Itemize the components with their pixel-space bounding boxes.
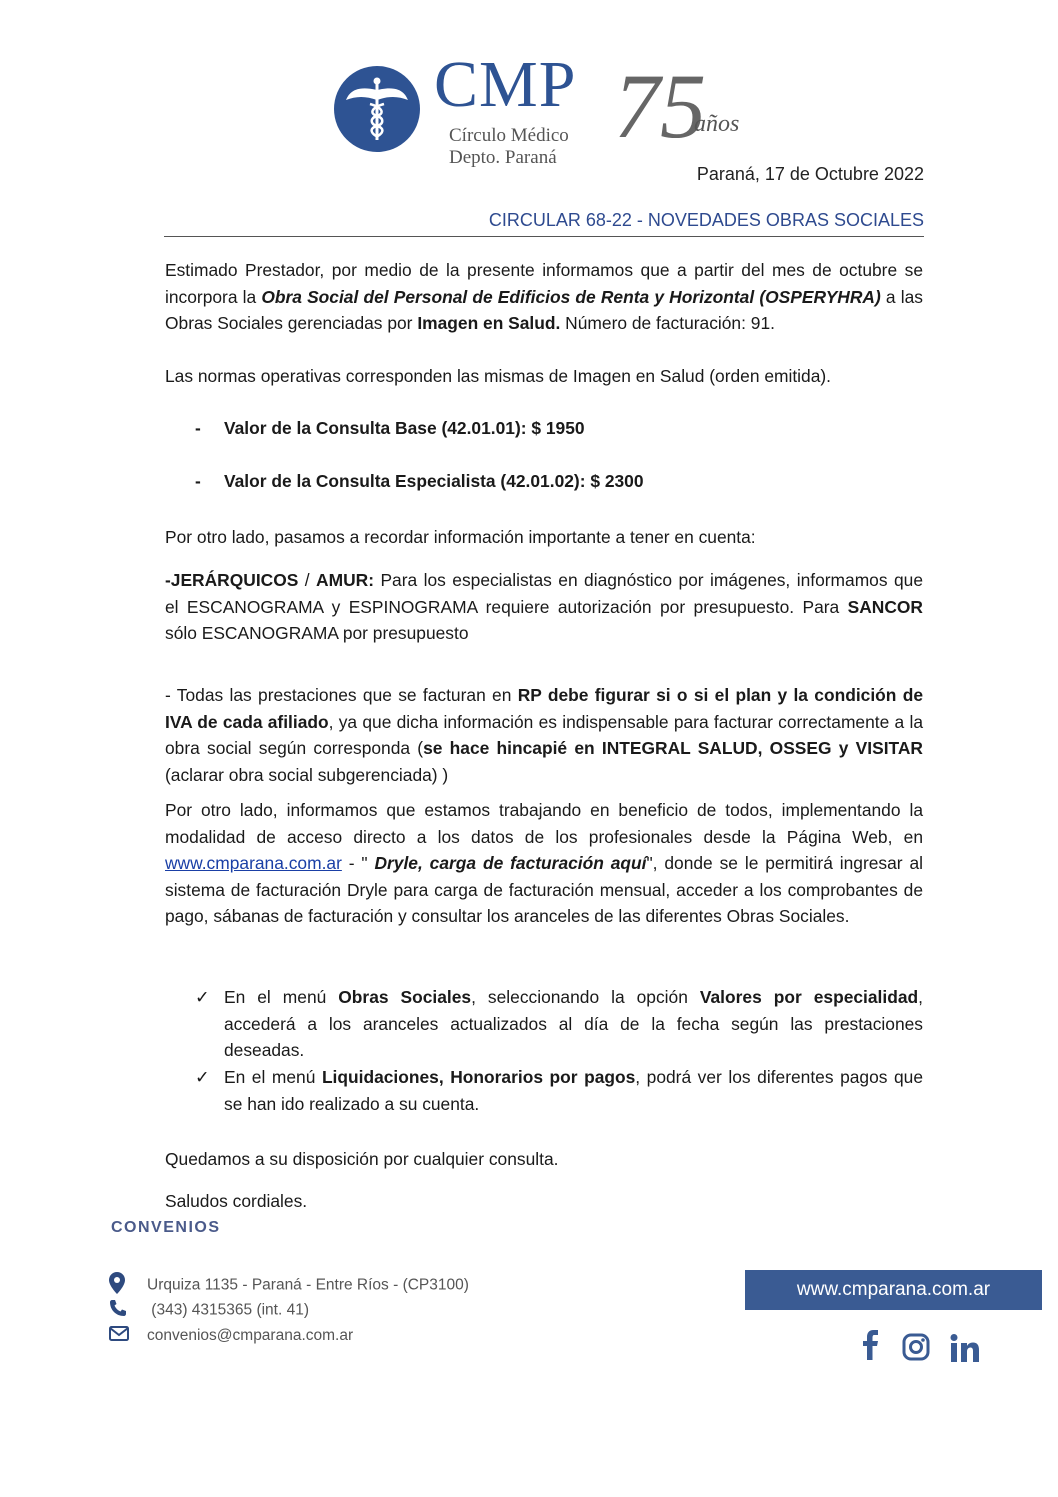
text-run: sólo ESCANOGRAMA por presupuesto [165,623,469,643]
text-run: , seleccionando la opción [471,987,700,1007]
text-bold: SANCOR [847,596,923,617]
dash-marker: - [195,471,201,491]
header-divider [164,236,924,237]
text-bold: -JERÁRQUICOS [165,570,299,590]
obra-social-name: Obra Social del Personal de Edificios de Renta y Horizontal (OSPERYHRA) [261,286,881,307]
jerarquicos-paragraph [165,567,923,647]
caduceus-seal-icon [334,66,420,152]
text-run: , accederá a los aranceles actualizados al día de la fecha según las prestaciones deseadas. [224,987,923,1060]
phone-text: (343) 4315365 (int. 41) [147,1301,309,1319]
logo-main-text: CMP [434,48,577,121]
text-run: Estimado Prestador, por medio de la presente informamos que a partir del mes de octubre se incorpora la [165,260,923,307]
checkmark-icon: ✓ [195,1067,210,1087]
website-link[interactable]: www.cmparana.com.ar [165,853,342,873]
text-bold: AMUR: [316,570,375,590]
text-run: ", donde se le permitirá ingresar al sistema de facturación Dryle para carga de facturación mensual, acceder a los comprobantes de pago, sábanas de facturación y consultar los aranceles de las diferentes Obras Sociales. [165,853,923,926]
consulta-base-item [195,418,585,439]
text-run: , podrá ver los diferentes pagos que se han ido realizado a su cuenta. [224,1067,923,1114]
text-run: En el menú [224,1067,322,1087]
text-bold: RP debe figurar si o si el plan y la condición de IVA de cada afiliado [165,685,924,732]
consulta-especialista-text: Valor de la Consulta Especialista (42.01.02): $ 2300 [224,471,644,491]
email-text[interactable]: convenios@cmparana.com.ar [147,1327,354,1345]
footer-email [109,1326,353,1346]
imagen-en-salud: Imagen en Salud. [417,313,561,333]
text-run: (aclarar obra social subgerenciada) ) [165,764,449,785]
footer-address [109,1272,469,1299]
text-run: Número de facturación: 91. [560,313,775,333]
text-run: Por otro lado, informamos que estamos trabajando en beneficio de todos, implementando la modalidad de acceso directo a los datos de los profesionales desde la Página Web, en [165,800,923,847]
address-text: Urquiza 1135 - Paraná - Entre Ríos - (CP3100) [147,1276,469,1294]
mail-icon [109,1326,147,1346]
circular-title: CIRCULAR 68-22 - NOVEDADES OBRAS SOCIALES [488,210,924,230]
cmp-logo [334,48,764,170]
text-bold-italic: Dryle, carga de facturación aquí [374,853,647,873]
document-date: Paraná, 17 de Octubre 2022 [696,164,924,184]
checkmark-icon: ✓ [195,987,210,1007]
anniversary-number: 75 [614,55,706,157]
phone-icon [109,1299,147,1322]
facebook-icon[interactable] [862,1330,880,1365]
check-item-liquidaciones [195,1064,923,1117]
intro-paragraph [165,257,923,337]
text-run: , ya que dicha información es indispensable para facturar correctamente a la obra social según corresponda ( [165,711,923,758]
text-run: - Todas las prestaciones que se facturan en [165,685,518,705]
text-run: / [298,570,317,590]
anniversary-word: años [694,111,740,137]
operative-norms-paragraph: Las normas operativas corresponden las mismas de Imagen en Salud (orden emitida). [165,366,832,386]
footer-section-title: CONVENIOS [111,1219,221,1236]
web-access-paragraph [165,797,923,930]
greeting: Saludos cordiales. [165,1191,308,1211]
text-run: a las Obras Sociales gerenciadas por [165,286,923,333]
logo-subtitle-1: Círculo Médico [449,125,569,146]
footer-phone [109,1299,309,1322]
text-bold: Liquidaciones, Honorarios por pagos [321,1067,636,1087]
location-pin-icon [109,1272,147,1299]
logo-subtitle-2: Depto. Paraná [449,147,557,168]
dash-marker: - [195,418,201,438]
text-run: En el menú [224,987,339,1007]
text-run: - " [341,853,375,873]
text-bold: Valores por especialidad [699,987,919,1007]
consulta-base-text: Valor de la Consulta Base (42.01.01): $ 1950 [224,418,585,438]
instagram-icon[interactable] [902,1333,930,1366]
text-bold: se hace hincapié en INTEGRAL SALUD, OSSEG y VISITAR [423,738,923,758]
reminder-paragraph: Por otro lado, pasamos a recordar información importante a tener en cuenta: [165,527,756,547]
text-run: Para los especialistas en diagnóstico por imágenes, informamos que el ESCANOGRAMA y ESPINOGRAMA requiere autorización por presupuesto. Para [165,570,923,617]
linkedin-icon[interactable] [950,1334,980,1367]
consulta-especialista-item [195,471,644,492]
closing-paragraph: Quedamos a su disposición por cualquier consulta. [165,1149,559,1169]
check-item-obras-sociales [195,984,923,1064]
text-bold: Obras Sociales [338,987,472,1007]
prestaciones-paragraph [165,682,923,788]
footer-website-banner[interactable]: www.cmparana.com.ar [745,1270,1042,1310]
